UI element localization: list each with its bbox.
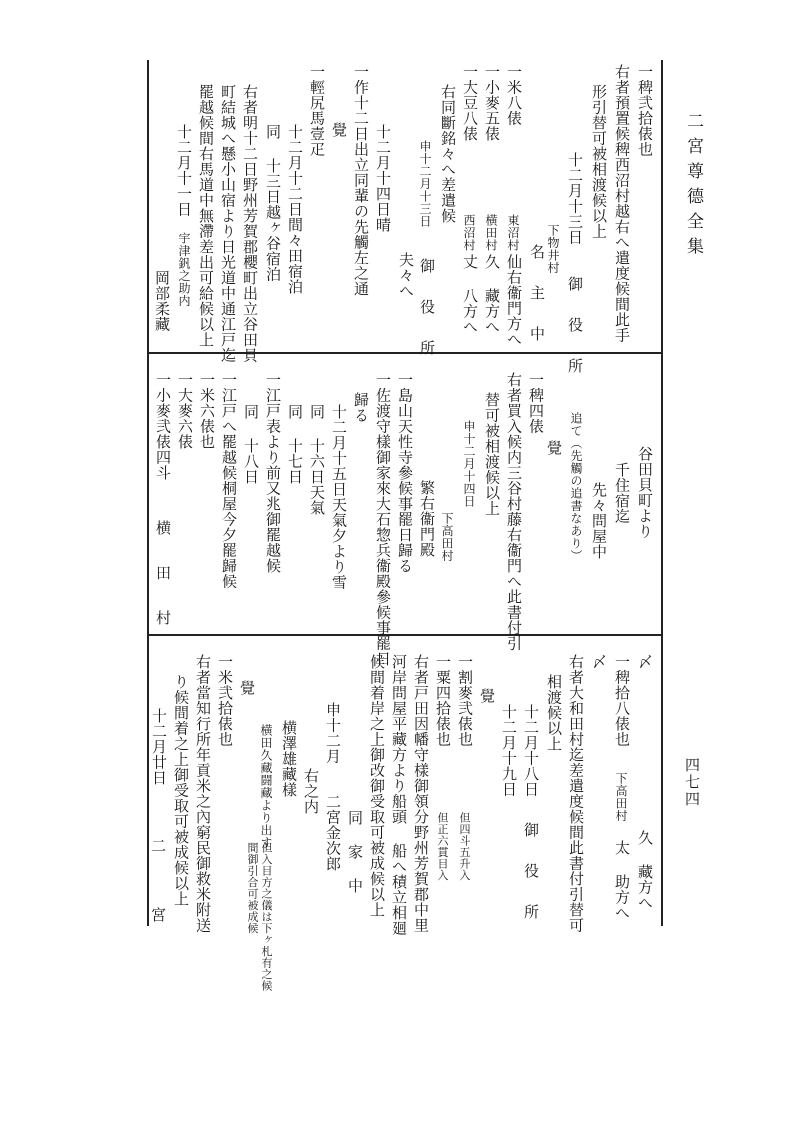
s1-send-to: 夫々へ [397,252,415,299]
s3-yokozawa: 横澤雄藏樣 [280,720,298,798]
section-divider-2 [147,634,662,636]
s2-weather: 同 十六日天氣 [308,404,326,516]
s3-item-line: 一稗拾八俵也 [613,654,631,747]
s3-date: 十二月十九日 [500,704,518,797]
s1-item-line: 一大豆八俵 [461,64,479,142]
s3-body-line: 候間着岸之上御改御受取可被成候以上 [368,654,386,918]
s1-stay: 十二月十二日間々田宿泊 [286,124,304,295]
s3-recipient: 太 助方へ [613,840,631,921]
s1-body-line: 右者明十二日野州芳賀郡櫻町出立谷田貝 [241,84,259,363]
s1-item-line: 一小麥五俵 [483,64,501,142]
s1-item-village: 西沼村 [462,214,476,252]
s3-mark: 〆 [636,654,654,670]
s1-send-date: 申十二月十三日 [418,140,432,228]
s3-from: 御 役 所 [522,822,540,923]
s2-weather: 十二月十五日天氣夕より雪 [330,404,348,590]
s1-item-line: 一米八俵 [505,64,523,126]
s1-nanushi: 名 主 中 [528,244,546,345]
s2-date: 申十二月十四日 [462,420,476,508]
s2-body-line: 右者買入候内三谷村藤右衞門へ此書付引 [505,372,523,651]
frame-right-rule [661,60,663,926]
s3-note: 間御引合可被成候 [246,842,259,934]
s2-village: 下高田村 [440,512,454,562]
s1-item-line: 一作十二日出立同輩の先觸左之通 [352,64,370,297]
s3-uchi: 右之内 [302,768,320,815]
s2-from: 先々問屋中 [590,482,608,560]
s2-from: 千住宿迄 [613,462,631,524]
frame-left-rule [147,60,149,926]
s3-mark: 〆 [590,654,608,670]
s3-item-line: 一割麥弐俵也 [456,654,474,747]
s3-note: 但入目方之儀は下ヶ札有之候 [260,842,273,992]
s2-item-line: 一小麥弐俵四斗 [154,372,172,481]
s2-item-line: 一江戸へ罷越候桐屋今夕罷歸候 [220,372,238,589]
s1-item-line: 一稗弐拾俵也 [636,64,654,157]
s1-body-line: 形引替可被相渡候以上 [590,84,608,239]
s2-item-line: 一江戸表より前又兆御罷越候 [264,372,282,574]
s1-body-line: 右者預置候稗西沼村越右へ遣度候間此手 [613,64,631,343]
s2-person: 繁右衞門殿 [418,480,436,558]
s3-oboe: 覺 [238,680,256,696]
s3-body-line: 河岸問屋平藏方より船頭 船へ積立相廻 [390,654,408,936]
s2-item-line: 一米六俵也 [198,372,216,450]
page-number: 四七四 [683,757,701,808]
s1-date: 十二月十三日 [566,152,584,245]
s1-sig-name: 宇津釩之助内 [177,232,191,307]
s3-item-line: 一米弐拾俵也 [216,654,234,747]
s3-body-line: 右者當知行所年貢米之內窮民御救米附送 [194,654,212,933]
s1-item-recipient: 丈 八方へ [461,254,479,335]
s3-item-line: 一粟四拾俵也 [434,654,452,747]
s3-note: 但正六貫目入 [436,812,449,881]
s3-date: 十二月十八日 [522,704,540,797]
s3-body-line: 右者大和田村迄差遣度候間此書付引替可 [567,654,585,933]
s2-item-line: 一島山天性寺參候事罷日歸る [396,372,414,574]
s1-sig-person: 岡部柔藏 [153,270,171,332]
s1-oboe: 覺 [330,122,348,138]
s1-item-recipient: 仙右衞門方へ [505,254,523,347]
s1-body-line: 右同斷銘々へ差遣候 [439,84,457,224]
s3-body-line: 右者戸田因幡守樣御領分野州芳賀郡中里 [412,654,430,933]
s3-body-line: 相渡候以上 [545,674,563,752]
s3-date: 申十二月 [324,702,342,764]
s3-kinjiro: 二宮金次郎 [324,794,342,872]
s3-oboe: 覺 [478,688,496,704]
s1-item-line: 一輕尻馬壹疋 [308,64,326,157]
s1-stay: 同 十三日越ヶ谷宿泊 [264,124,282,282]
s1-sig-date: 十二月十一日 [175,124,193,217]
s1-from: 御 役 所 [566,276,584,377]
s2-weather: 同 十七日 [286,404,304,485]
s2-item-line: 一佐渡守樣御家來大石惣兵衞殿參候事罷日 [374,372,392,667]
s3-body-line: り候間着之上御受取可被成候以上 [172,674,190,907]
s2-weather: 同 十八日 [242,404,260,485]
s2-item-line: 一大麥六俵 [176,372,194,450]
s1-item-recipient: 久 藏方へ [483,254,501,335]
s2-item-line: 一稗四俵 [527,372,545,434]
s1-village: 下物井村 [546,224,560,274]
s1-body-line: 町結城へ懸小山宿より日光道中通江戸迄 [219,84,237,363]
s3-ie: 同 家 中 [346,810,364,894]
s3-note: 但四斗五升入 [458,812,471,881]
s1-item-village: 横田村 [484,214,498,252]
s1-weather: 十二月十四日晴 [374,124,392,233]
s2-village: 横 田 村 [154,520,172,631]
s2-body-line: 替可被相渡候以上 [483,392,501,516]
s2-oboe: 覺 [545,440,563,456]
s1-body-line: 罷越候間右馬道中無滯差出可給候以上 [197,84,215,348]
s2-body-line: 歸る [352,392,370,423]
s3-recipient: 久 藏方へ [636,830,654,911]
s2-from: 谷田貝町より [636,446,654,539]
book-title: 二宮尊德全集 [683,112,703,262]
s3-date: 十二月廿日 [150,708,168,786]
footer-author: 二 宮 [149,838,167,940]
s1-send-from: 御 役 所 [418,258,436,359]
s1-item-village: 東沼村 [506,214,520,252]
s2-append: 追て（先觸の追書なあり） [569,412,583,562]
s3-village: 下高田村 [614,772,628,822]
s3-shonote: 横田久藏闘藏より出す [259,724,273,849]
